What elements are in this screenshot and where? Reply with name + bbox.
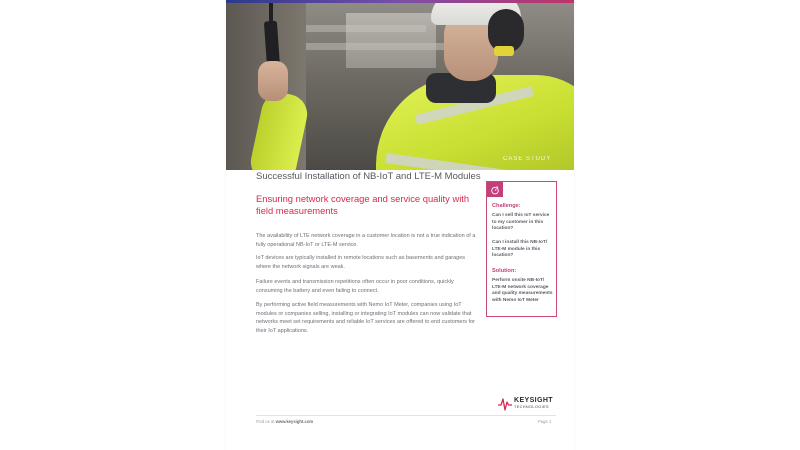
footer-divider: [256, 415, 556, 416]
logo-subtext: TECHNOLOGIES: [514, 405, 549, 409]
keysight-logo: [498, 394, 560, 416]
footer-link[interactable]: www.keysight.com: [275, 419, 314, 424]
document-headline: Ensuring network coverage and service quality with field measurements: [256, 193, 470, 216]
page-number: Page 1: [538, 419, 552, 424]
logo-brand: KEYSIGHT: [514, 397, 553, 404]
document-page: [226, 0, 574, 450]
body-paragraph: IoT devices are typically installed in remote locations such as basements and garages where the network signals are weak.: [256, 255, 466, 270]
challenge-question: Can I install this NB-IoT/ LTE-M module in this location?: [492, 240, 548, 259]
challenge-title: Challenge:: [492, 203, 521, 209]
hero-photo: [226, 3, 574, 170]
stopwatch-icon: [487, 182, 503, 197]
footer-website: [256, 419, 313, 424]
challenge-solution-box: [486, 181, 557, 317]
case-study-label: CASE STUDY: [503, 156, 552, 162]
body-paragraph: Failure events and transmission repetitions often occur in poor conditions, quickly consuming the battery and even failing to connect.: [256, 279, 454, 294]
challenge-question: Can I sell this IoT service to my customer in this location?: [492, 213, 550, 232]
solution-text: Perform onsite NB-IoT/ LTE-M network coverage and quality measurements with Nemo IoT Meter: [492, 278, 553, 303]
solution-title: Solution:: [492, 268, 517, 274]
body-paragraph: The availability of LTE network coverage in a customer location is not a true indication of a fully operational NB-IoT or LTE-M service.: [256, 233, 476, 248]
document-subtitle: Successful Installation of NB-IoT and LTE-M Modules: [256, 171, 481, 182]
body-paragraph: By performing active field measurements with Nemo IoT Meter, companies using IoT modules or companies selling, installing or integrating IoT modules can now validate that networks meet set requirements and reliable IoT services are offered to end customers for their IoT applications.: [256, 302, 475, 334]
footer-prefix: Find us at: [256, 419, 275, 424]
ear-protector: [488, 9, 524, 53]
keysight-wave-icon: [498, 397, 512, 411]
